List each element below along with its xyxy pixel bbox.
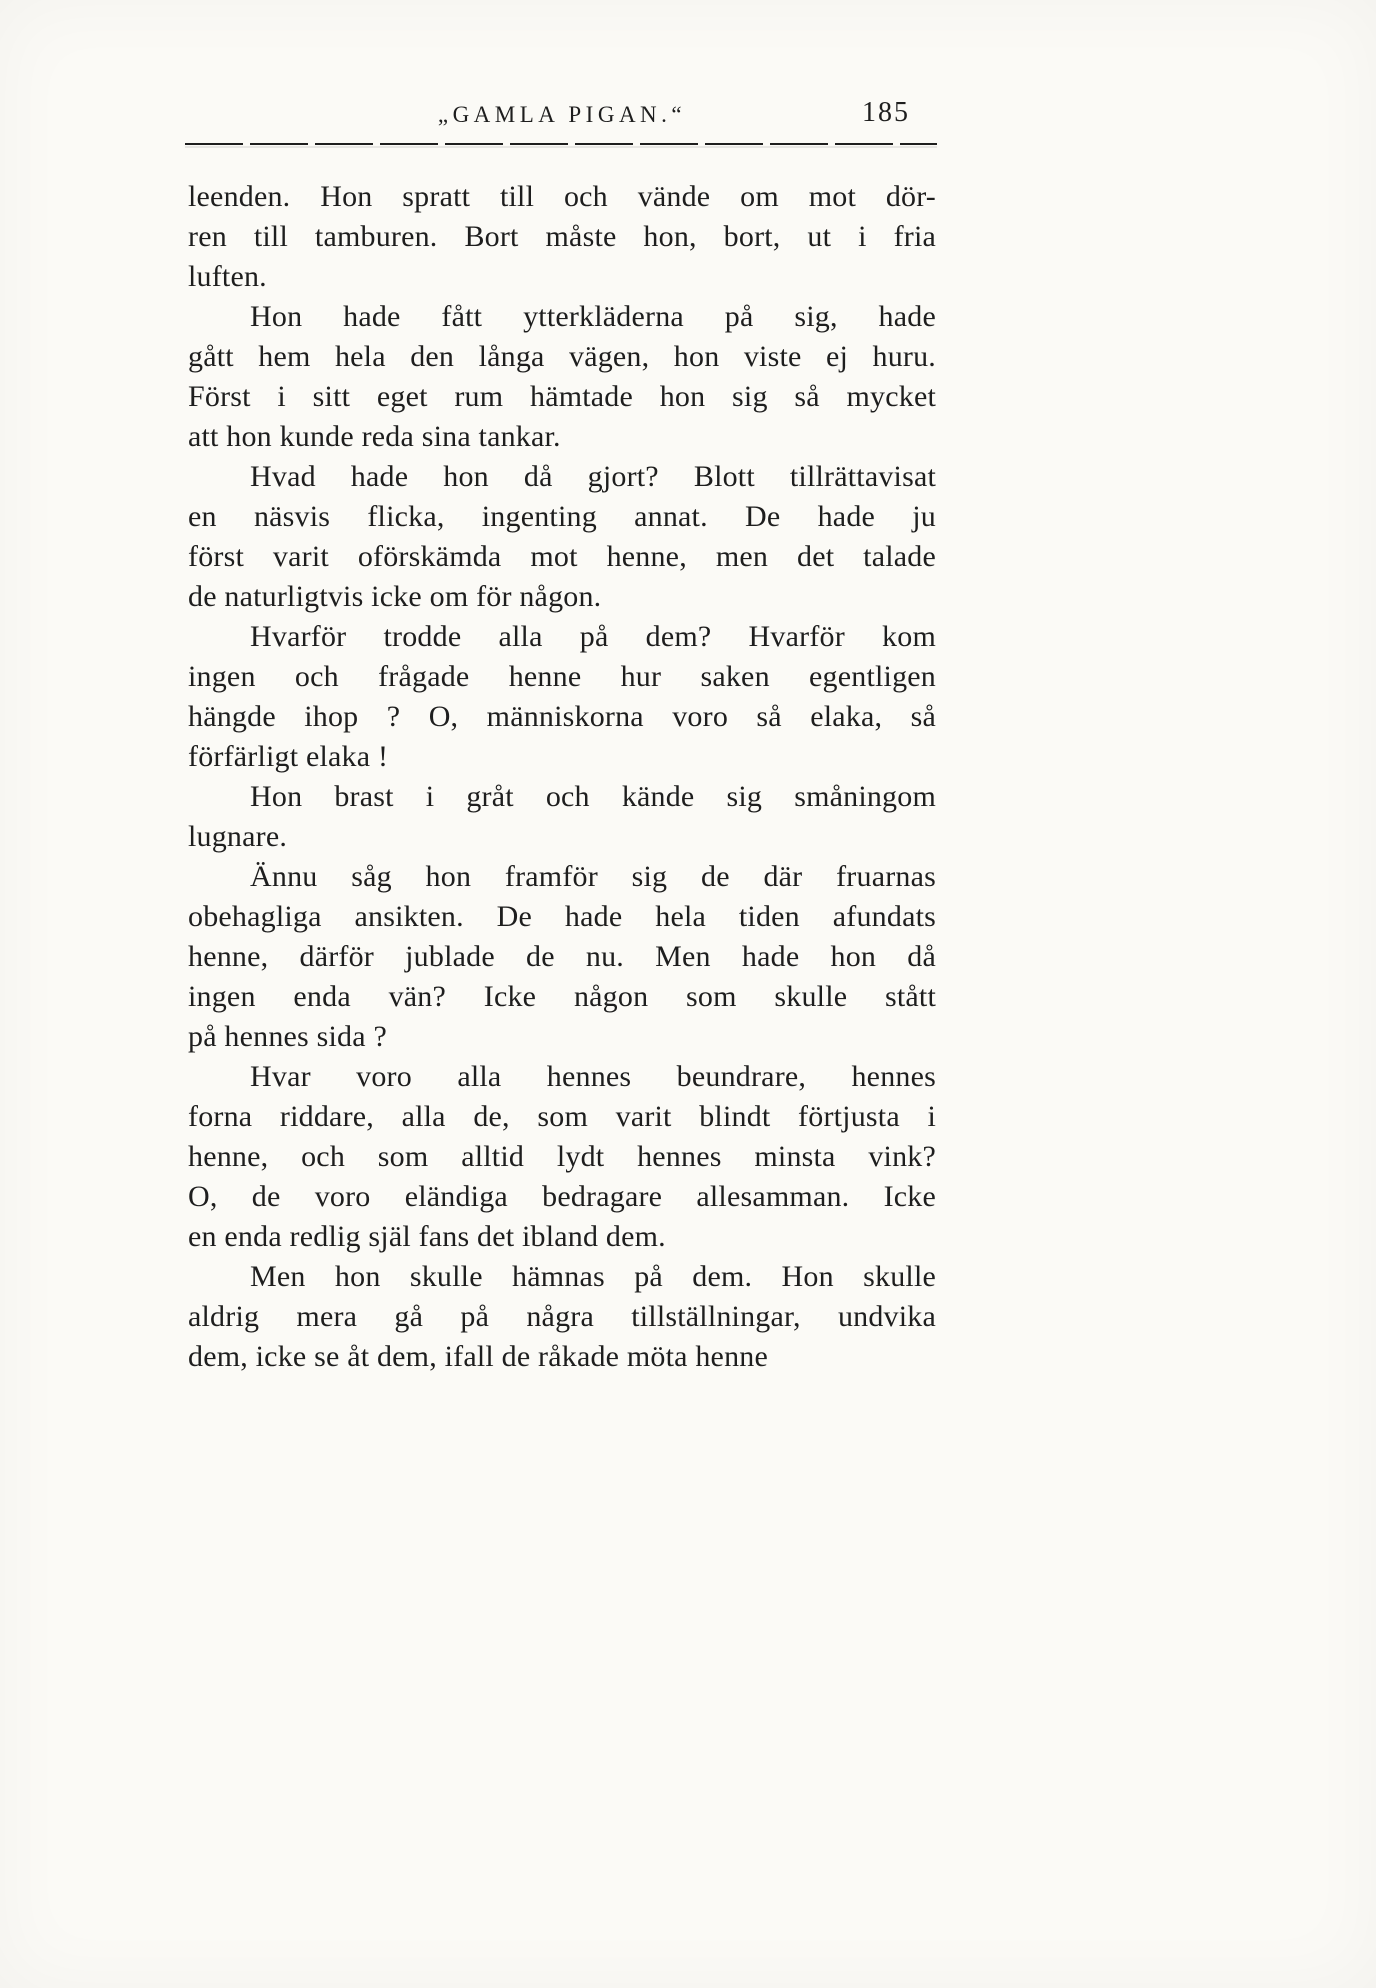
paragraph <box>188 457 936 617</box>
text-line: ingen enda vän? Icke någon som skulle stått <box>188 980 936 1013</box>
text-line: på hennes sida ? <box>188 1020 387 1053</box>
text-line: dem, icke se åt dem, ifall de råkade möta henne <box>188 1340 768 1373</box>
text-line: en näsvis flicka, ingenting annat. De hade ju <box>188 500 936 533</box>
text-block <box>188 177 936 1377</box>
text-line: hängde ihop ? O, människorna voro så elaka, så <box>188 700 936 733</box>
paragraph <box>188 177 936 297</box>
paragraph <box>188 1257 936 1377</box>
text-line: henne, därför jublade de nu. Men hade hon då <box>188 940 936 973</box>
text-line: henne, och som alltid lydt hennes minsta vink? <box>188 1140 936 1173</box>
text-line: att hon kunde reda sina tankar. <box>188 420 561 453</box>
text-line: forna riddare, alla de, som varit blindt förtjusta i <box>188 1100 936 1133</box>
text-line: en enda redlig själ fans det ibland dem. <box>188 1220 666 1253</box>
text-line: Hvarför trodde alla på dem? Hvarför kom <box>250 620 936 653</box>
paragraph <box>188 297 936 457</box>
text-line: lugnare. <box>188 820 288 853</box>
header-rule <box>185 143 937 145</box>
paragraph <box>188 617 936 777</box>
text-line: leenden. Hon spratt till och vände om mot dör- <box>188 180 936 213</box>
paragraph <box>188 857 936 1057</box>
text-line: Hon brast i gråt och kände sig småningom <box>250 780 936 813</box>
text-line: Hvar voro alla hennes beundrare, hennes <box>250 1060 936 1093</box>
text-line: Hvad hade hon då gjort? Blott tillrättavisat <box>250 460 936 493</box>
text-line: obehagliga ansikten. De hade hela tiden afundats <box>188 900 936 933</box>
page-header <box>188 97 936 131</box>
text-line: Ännu såg hon framför sig de där fruarnas <box>250 860 936 893</box>
text-line: först varit oförskämda mot henne, men det talade <box>188 540 936 573</box>
text-line: gått hem hela den långa vägen, hon viste ej huru. <box>188 340 936 373</box>
paragraph <box>188 1057 936 1257</box>
running-title: „GAMLA PIGAN.“ <box>437 102 687 127</box>
text-line: O, de voro eländiga bedragare allesamman. Icke <box>188 1180 936 1213</box>
text-line: förfärligt elaka ! <box>188 740 389 773</box>
text-line: aldrig mera gå på några tillställningar, undvika <box>188 1300 936 1333</box>
text-line: luften. <box>188 260 267 293</box>
text-line: Hon hade fått ytterkläderna på sig, hade <box>250 300 936 333</box>
text-line: ingen och frågade henne hur saken egentligen <box>188 660 936 693</box>
page-number: 185 <box>862 97 910 128</box>
text-line: ren till tamburen. Bort måste hon, bort, ut i fria <box>188 220 936 253</box>
paragraph <box>188 777 936 857</box>
text-line: de naturligtvis icke om för någon. <box>188 580 602 613</box>
text-line: Men hon skulle hämnas på dem. Hon skulle <box>250 1260 936 1293</box>
text-line: Först i sitt eget rum hämtade hon sig så mycket <box>188 380 936 413</box>
